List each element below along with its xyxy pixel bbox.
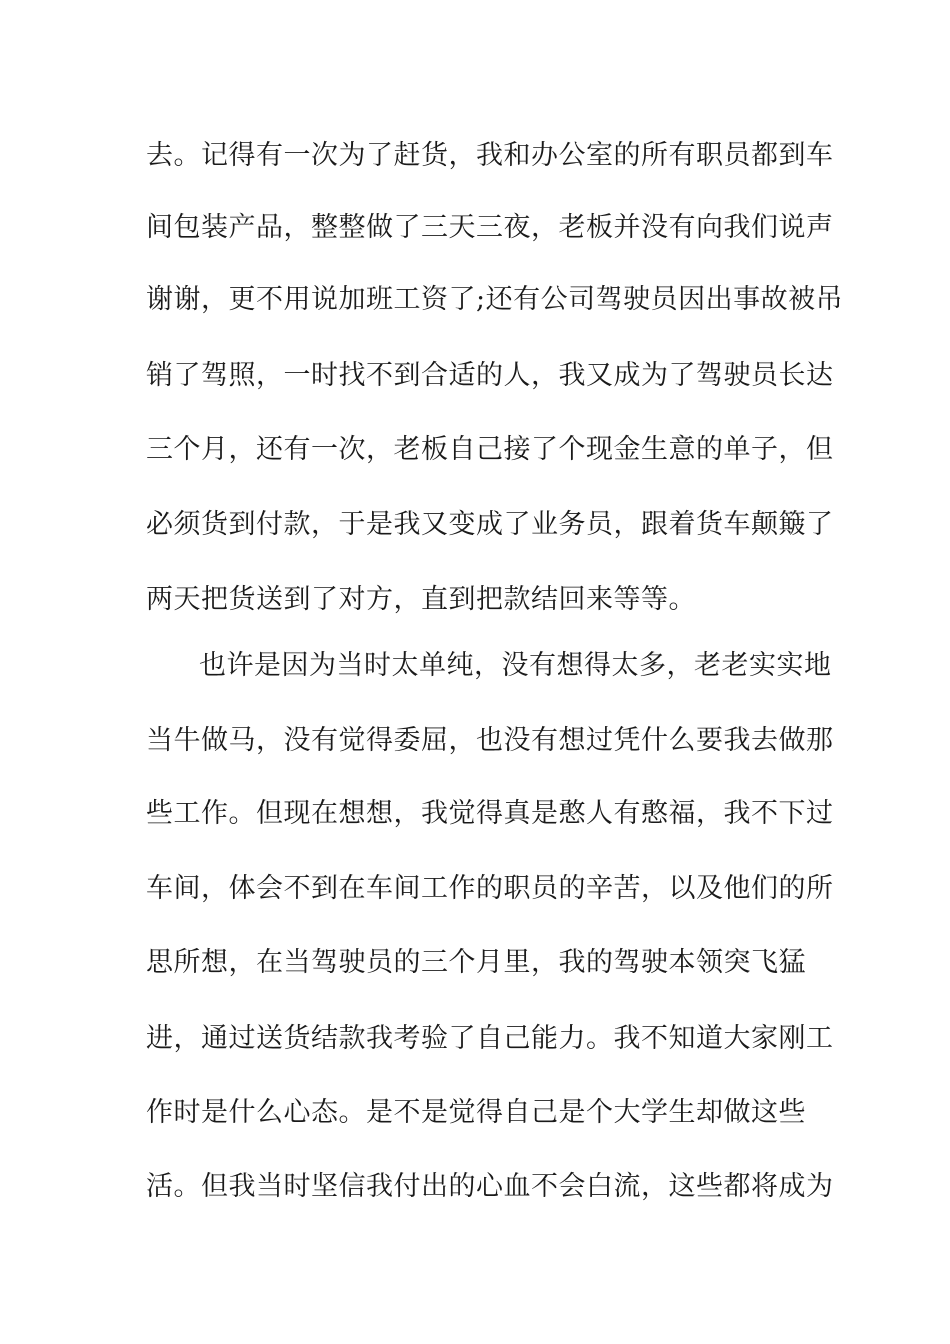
text-line: 进，通过送货结款我考验了自己能力。我不知道大家刚工 xyxy=(146,1023,834,1054)
text-line: 些工作。但现在想想，我觉得真是憨人有憨福，我不下过 xyxy=(146,798,834,829)
text-line: 活。但我当时坚信我付出的心血不会白流，这些都将成为 xyxy=(146,1171,834,1202)
text-line: 作时是什么心态。是不是觉得自己是个大学生却做这些 xyxy=(146,1097,806,1128)
text-line: 车间，体会不到在车间工作的职员的辛苦，以及他们的所 xyxy=(146,873,834,904)
paragraph-first-line: 也许是因为当时太单纯，没有想得太多，老老实实地 xyxy=(199,650,832,681)
text-line: 两天把货送到了对方，直到把款结回来等等。 xyxy=(146,584,696,615)
text-line: 销了驾照，一时找不到合适的人，我又成为了驾驶员长达 xyxy=(146,360,834,391)
text-line: 必须货到付款，于是我又变成了业务员，跟着货车颠簸了 xyxy=(146,509,834,540)
text-line: 谢谢，更不用说加班工资了;还有公司驾驶员因出事故被吊 xyxy=(146,284,844,315)
text-line: 间包装产品，整整做了三天三夜，老板并没有向我们说声 xyxy=(146,212,834,243)
text-line: 当牛做马，没有觉得委屈，也没有想过凭什么要我去做那 xyxy=(146,725,834,756)
text-line: 去。记得有一次为了赶货，我和办公室的所有职员都到车 xyxy=(146,140,834,171)
text-line: 三个月，还有一次，老板自己接了个现金生意的单子，但 xyxy=(146,434,834,465)
text-line: 思所想，在当驾驶员的三个月里，我的驾驶本领突飞猛 xyxy=(146,947,806,978)
